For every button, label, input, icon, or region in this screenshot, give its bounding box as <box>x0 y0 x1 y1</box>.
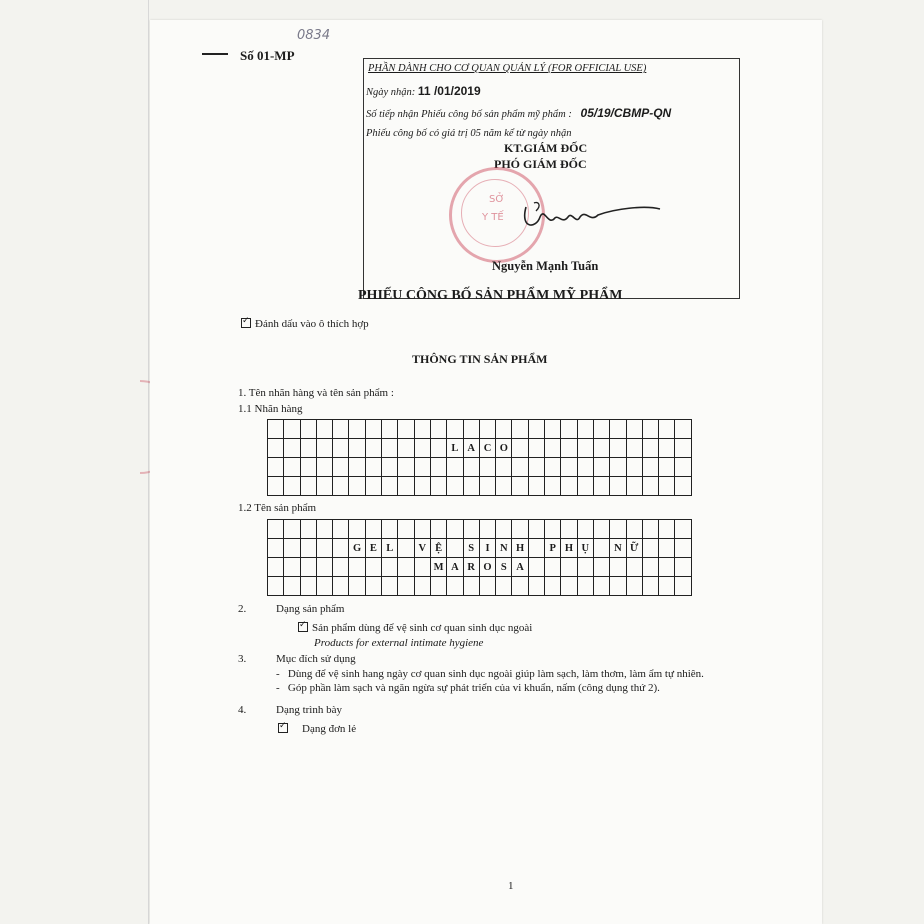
grid-cell <box>610 520 626 539</box>
grid-cell <box>349 439 365 458</box>
grid-cell <box>382 577 398 596</box>
receipt-value: 05/19/CBMP-QN <box>580 106 672 120</box>
grid-cell: I <box>479 539 495 558</box>
tick-note: Đánh dấu vào ô thích hợp <box>255 318 369 330</box>
product-name-grid <box>267 519 692 596</box>
signer-title-2: PHÓ GIÁM ĐỐC <box>494 157 587 171</box>
grid-cell <box>577 458 593 477</box>
grid-cell <box>349 420 365 439</box>
grid-cell <box>512 477 528 496</box>
grid-cell <box>561 458 577 477</box>
handwritten-number: 0834 <box>297 28 331 43</box>
grid-cell <box>593 420 609 439</box>
grid-cell <box>268 539 284 558</box>
grid-cell <box>479 577 495 596</box>
grid-cell <box>268 439 284 458</box>
grid-cell <box>365 439 381 458</box>
grid-cell <box>528 577 544 596</box>
grid-cell <box>316 558 332 577</box>
grid-cell <box>642 577 658 596</box>
grid-cell <box>512 420 528 439</box>
grid-cell <box>545 558 561 577</box>
item-2-num: 2. <box>238 603 247 615</box>
grid-cell <box>659 539 675 558</box>
grid-row <box>268 577 692 596</box>
grid-cell <box>300 577 316 596</box>
grid-cell <box>642 558 658 577</box>
signature-graphic <box>514 199 664 239</box>
grid-cell <box>561 477 577 496</box>
grid-cell <box>365 458 381 477</box>
grid-cell <box>398 558 414 577</box>
item-3-heading: Mục đích sử dụng <box>276 653 356 665</box>
grid-cell <box>333 577 349 596</box>
grid-cell <box>463 477 479 496</box>
grid-cell: A <box>512 558 528 577</box>
official-use-box <box>363 58 740 299</box>
grid-cell <box>316 439 332 458</box>
grid-cell <box>561 420 577 439</box>
tick-note-row <box>241 318 369 330</box>
grid-cell <box>284 558 300 577</box>
grid-cell <box>316 477 332 496</box>
grid-cell <box>284 539 300 558</box>
grid-cell <box>463 458 479 477</box>
page-number: 1 <box>508 880 514 892</box>
grid-cell: O <box>496 439 512 458</box>
grid-cell <box>284 458 300 477</box>
grid-cell <box>675 420 691 439</box>
grid-cell: G <box>349 539 365 558</box>
grid-cell <box>496 458 512 477</box>
grid-cell <box>577 439 593 458</box>
grid-cell <box>414 520 430 539</box>
checked-box-icon <box>241 318 251 328</box>
grid-cell <box>463 520 479 539</box>
grid-cell <box>659 520 675 539</box>
grid-cell <box>496 577 512 596</box>
grid-cell <box>593 439 609 458</box>
grid-cell <box>512 577 528 596</box>
grid-cell <box>349 577 365 596</box>
grid-cell <box>365 420 381 439</box>
item-2-heading: Dạng sản phẩm <box>276 603 345 615</box>
grid-cell <box>430 458 446 477</box>
item-3-bullet-1: - Dùng để vệ sinh hang ngày cơ quan sinh dục ngoài giúp làm sạch, làm thơm, làm ẩm tự nhiên. <box>276 668 704 680</box>
grid-cell <box>593 520 609 539</box>
grid-cell <box>675 558 691 577</box>
grid-cell <box>300 439 316 458</box>
grid-cell <box>545 477 561 496</box>
item-4-num: 4. <box>238 704 247 716</box>
grid-row <box>268 458 692 477</box>
item-1-2-heading: 1.2 Tên sản phẩm <box>238 502 317 514</box>
grid-cell <box>300 539 316 558</box>
grid-cell <box>300 520 316 539</box>
grid-cell <box>479 420 495 439</box>
brand-name-grid <box>267 419 692 496</box>
grid-cell <box>610 558 626 577</box>
grid-cell <box>333 439 349 458</box>
grid-cell <box>561 520 577 539</box>
grid-cell <box>642 458 658 477</box>
grid-cell <box>447 539 463 558</box>
form-title: PHIẾU CÔNG BỐ SẢN PHẨM MỸ PHẨM <box>358 288 623 303</box>
item-2-option-en: Products for external intimate hygiene <box>314 637 484 649</box>
grid-cell <box>545 458 561 477</box>
grid-cell <box>382 458 398 477</box>
grid-cell <box>284 439 300 458</box>
grid-cell <box>610 439 626 458</box>
item-4-heading: Dạng trình bày <box>276 704 342 716</box>
grid-cell <box>430 577 446 596</box>
grid-cell <box>675 458 691 477</box>
stamp-line-2: Y TẾ <box>482 212 504 223</box>
grid-cell: S <box>463 539 479 558</box>
grid-cell <box>626 577 642 596</box>
grid-cell <box>626 558 642 577</box>
grid-cell <box>545 420 561 439</box>
grid-cell <box>268 420 284 439</box>
grid-cell <box>659 420 675 439</box>
grid-cell <box>479 458 495 477</box>
grid-cell <box>496 477 512 496</box>
grid-cell <box>333 520 349 539</box>
grid-cell <box>626 477 642 496</box>
grid-cell <box>561 577 577 596</box>
grid-cell <box>284 420 300 439</box>
item-1-1-heading: 1.1 Nhãn hàng <box>238 403 303 415</box>
grid-cell <box>300 477 316 496</box>
grid-cell <box>659 477 675 496</box>
item-3-bullet-2: - Góp phần làm sạch và ngăn ngừa sự phát triển của vi khuẩn, nấm (công dụng thứ 2). <box>276 682 660 694</box>
grid-cell <box>545 520 561 539</box>
grid-cell <box>365 520 381 539</box>
grid-cell <box>382 520 398 539</box>
form-code: Số 01-MP <box>240 48 295 63</box>
grid-cell <box>528 439 544 458</box>
grid-cell <box>675 539 691 558</box>
checked-box-icon <box>278 723 288 733</box>
grid-cell <box>447 520 463 539</box>
grid-cell <box>414 420 430 439</box>
grid-cell <box>365 577 381 596</box>
grid-cell <box>284 520 300 539</box>
item-3-bullet-1-text: Dùng để vệ sinh hang ngày cơ quan sinh dục ngoài giúp làm sạch, làm thơm, làm ẩm tự nhiên. <box>287 668 704 680</box>
grid-cell: R <box>463 558 479 577</box>
grid-row <box>268 520 692 539</box>
grid-cell <box>430 477 446 496</box>
grid-cell <box>430 439 446 458</box>
grid-cell <box>333 539 349 558</box>
item-2-option: Sản phẩm dùng để vệ sinh cơ quan sinh dục ngoài <box>312 622 533 634</box>
grid-cell <box>365 477 381 496</box>
grid-cell <box>316 577 332 596</box>
grid-cell: H <box>512 539 528 558</box>
grid-cell <box>430 520 446 539</box>
grid-cell <box>528 558 544 577</box>
grid-cell <box>642 477 658 496</box>
grid-row <box>268 420 692 439</box>
grid-cell <box>610 577 626 596</box>
grid-cell <box>414 577 430 596</box>
grid-cell <box>349 458 365 477</box>
grid-cell <box>398 539 414 558</box>
grid-cell <box>528 520 544 539</box>
grid-cell <box>333 477 349 496</box>
grid-cell <box>577 577 593 596</box>
grid-cell <box>414 477 430 496</box>
grid-cell <box>642 520 658 539</box>
grid-cell <box>398 477 414 496</box>
item-2-option-row <box>298 622 532 634</box>
grid-cell: N <box>496 539 512 558</box>
grid-cell <box>528 477 544 496</box>
section-title: THÔNG TIN SẢN PHẨM <box>412 352 548 366</box>
grid-cell <box>300 558 316 577</box>
grid-cell <box>333 458 349 477</box>
checked-box-icon <box>298 622 308 632</box>
grid-cell <box>300 458 316 477</box>
grid-cell <box>577 520 593 539</box>
grid-cell: S <box>496 558 512 577</box>
grid-cell <box>430 420 446 439</box>
grid-cell <box>382 420 398 439</box>
grid-cell <box>545 439 561 458</box>
grid-cell <box>496 420 512 439</box>
official-heading: PHẦN DÀNH CHO CƠ QUAN QUẢN LÝ (FOR OFFICIAL USE) <box>368 63 647 74</box>
item-3-bullet-2-text: Góp phần làm sạch và ngăn ngừa sự phát triển của vi khuẩn, nấm (công dụng thứ 2). <box>287 682 660 694</box>
grid-cell <box>447 458 463 477</box>
grid-cell <box>593 539 609 558</box>
item-3-num: 3. <box>238 653 247 665</box>
grid-cell <box>593 577 609 596</box>
grid-cell <box>463 577 479 596</box>
grid-row <box>268 539 692 558</box>
grid-cell <box>398 577 414 596</box>
grid-cell <box>333 558 349 577</box>
grid-cell <box>300 420 316 439</box>
grid-cell: Ụ <box>577 539 593 558</box>
grid-cell <box>447 420 463 439</box>
header-dash <box>202 53 228 55</box>
grid-cell <box>414 439 430 458</box>
validity-note: Phiếu công bố có giá trị 05 năm kể từ ngày nhận <box>366 128 572 139</box>
grid-cell: A <box>447 558 463 577</box>
grid-cell <box>316 458 332 477</box>
grid-cell <box>561 558 577 577</box>
received-label: Ngày nhận: <box>366 87 416 98</box>
grid-cell <box>284 577 300 596</box>
grid-cell <box>398 458 414 477</box>
grid-cell <box>561 439 577 458</box>
grid-cell <box>642 420 658 439</box>
grid-cell <box>268 458 284 477</box>
grid-cell <box>463 420 479 439</box>
grid-cell <box>316 420 332 439</box>
grid-cell <box>642 439 658 458</box>
grid-cell <box>268 558 284 577</box>
grid-cell <box>593 558 609 577</box>
grid-cell <box>577 477 593 496</box>
grid-cell <box>382 439 398 458</box>
grid-cell <box>398 520 414 539</box>
grid-cell: V <box>414 539 430 558</box>
grid-cell: Ữ <box>626 539 642 558</box>
grid-cell: Ệ <box>430 539 446 558</box>
grid-cell: C <box>479 439 495 458</box>
grid-cell <box>528 458 544 477</box>
grid-cell: M <box>430 558 446 577</box>
grid-row <box>268 477 692 496</box>
grid-cell <box>528 420 544 439</box>
grid-cell <box>398 439 414 458</box>
grid-cell <box>414 458 430 477</box>
stamp-line-1: SỞ <box>489 194 505 205</box>
grid-cell <box>528 539 544 558</box>
grid-cell <box>479 477 495 496</box>
grid-cell <box>577 558 593 577</box>
grid-cell <box>512 439 528 458</box>
grid-cell <box>626 439 642 458</box>
grid-cell <box>593 477 609 496</box>
grid-cell <box>365 558 381 577</box>
grid-cell <box>610 420 626 439</box>
grid-cell <box>512 458 528 477</box>
grid-cell <box>659 577 675 596</box>
document-page <box>150 20 822 924</box>
grid-cell <box>349 520 365 539</box>
item-4-option-row <box>278 723 356 735</box>
receipt-number-row <box>366 106 671 120</box>
grid-cell <box>268 577 284 596</box>
signer-name: Nguyễn Mạnh Tuấn <box>492 259 599 273</box>
grid-row <box>268 439 692 458</box>
grid-cell <box>398 420 414 439</box>
signer-title-1: KT.GIÁM ĐỐC <box>504 141 588 155</box>
received-value: 11 /01/2019 <box>417 84 481 98</box>
grid-cell <box>316 539 332 558</box>
grid-cell <box>675 477 691 496</box>
receipt-label: Số tiếp nhận Phiếu công bố sản phẩm mỹ phẩm : <box>366 109 572 120</box>
grid-cell <box>626 420 642 439</box>
grid-cell: E <box>365 539 381 558</box>
item-4-option: Dạng đơn lẻ <box>302 723 357 735</box>
grid-cell: A <box>463 439 479 458</box>
grid-cell <box>626 458 642 477</box>
grid-cell <box>610 458 626 477</box>
grid-cell <box>414 558 430 577</box>
grid-cell: O <box>479 558 495 577</box>
grid-cell <box>447 577 463 596</box>
grid-cell <box>268 520 284 539</box>
grid-cell <box>626 520 642 539</box>
grid-cell <box>659 439 675 458</box>
grid-cell <box>593 458 609 477</box>
grid-cell <box>675 439 691 458</box>
grid-cell: N <box>610 539 626 558</box>
grid-cell <box>268 477 284 496</box>
grid-cell <box>577 420 593 439</box>
grid-cell <box>659 558 675 577</box>
grid-cell <box>496 520 512 539</box>
grid-cell: P <box>545 539 561 558</box>
grid-row <box>268 558 692 577</box>
grid-cell <box>333 420 349 439</box>
grid-cell: L <box>447 439 463 458</box>
grid-cell <box>447 477 463 496</box>
grid-cell <box>512 520 528 539</box>
grid-cell <box>479 520 495 539</box>
grid-cell: H <box>561 539 577 558</box>
grid-cell <box>349 477 365 496</box>
grid-cell <box>642 539 658 558</box>
grid-cell <box>382 477 398 496</box>
grid-cell <box>382 558 398 577</box>
grid-cell <box>675 577 691 596</box>
grid-cell <box>675 520 691 539</box>
grid-cell <box>659 458 675 477</box>
item-1-heading: 1. Tên nhãn hàng và tên sản phẩm : <box>238 387 394 399</box>
grid-cell <box>349 558 365 577</box>
grid-cell <box>610 477 626 496</box>
grid-cell <box>316 520 332 539</box>
received-date-row <box>366 84 481 98</box>
grid-cell: L <box>382 539 398 558</box>
grid-cell <box>545 577 561 596</box>
grid-cell <box>284 477 300 496</box>
